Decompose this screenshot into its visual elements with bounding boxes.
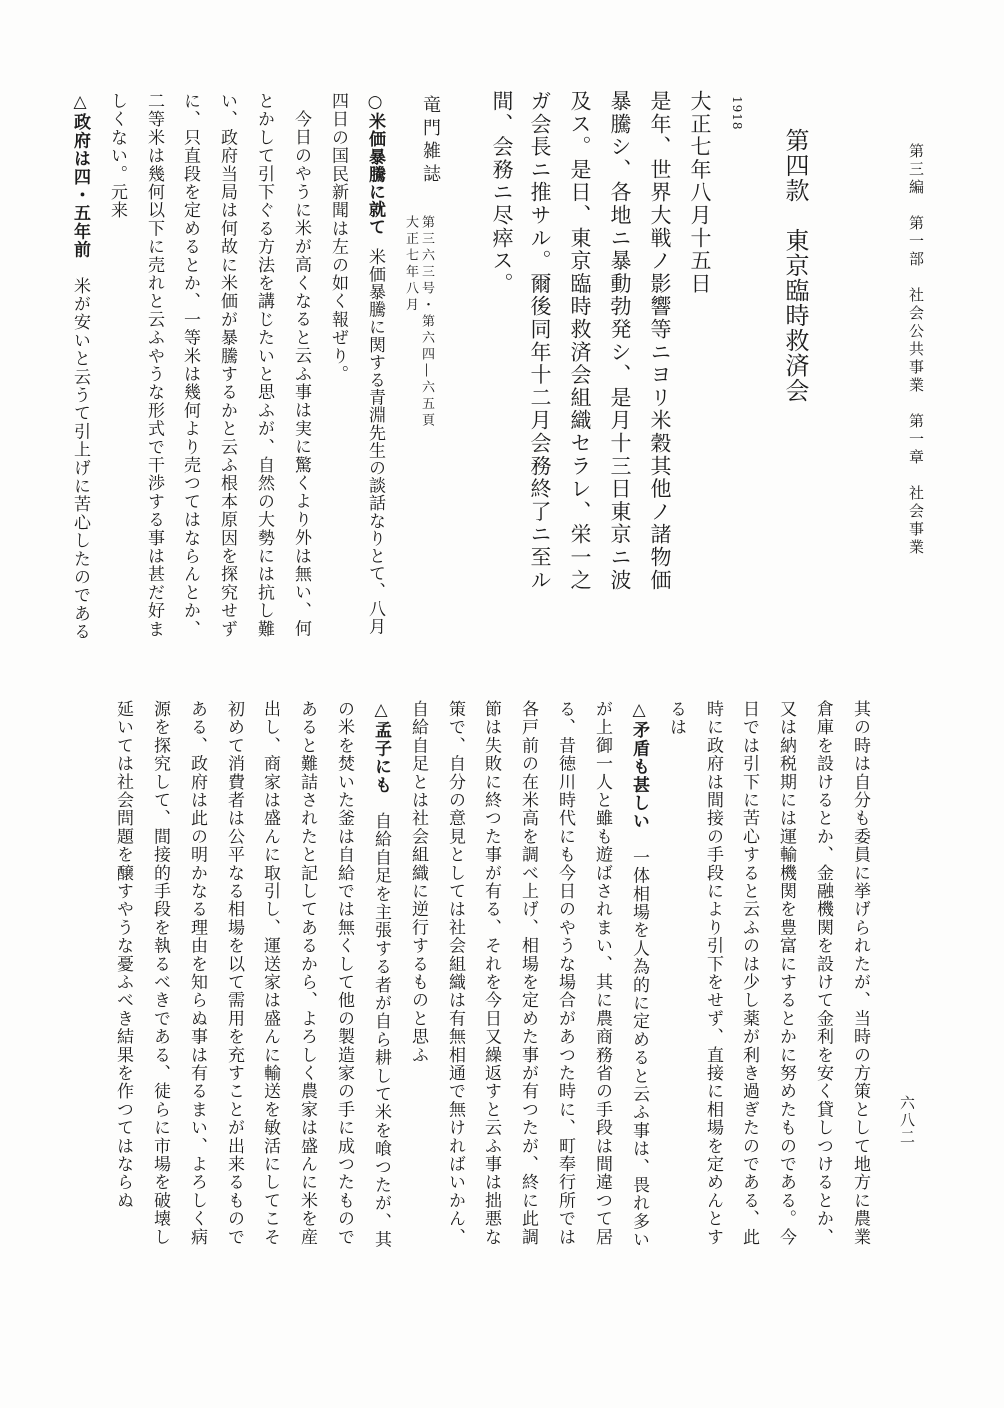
article-line: い、政府当局は何故に米価が暴騰するかと云ふ根本原因を探究せず xyxy=(217,92,237,638)
article-line: あると難詰されたと記してあるから、よろしく農家は盛んに米を産 xyxy=(297,700,317,1246)
entry-line: 是年、世界大戦ノ影響等ニヨリ米穀其他ノ諸物価 xyxy=(648,90,672,592)
western-year: 1918 xyxy=(730,96,744,131)
entry-date: 大正七年八月十五日 xyxy=(688,90,712,296)
source-date: 大正七年八月 xyxy=(403,215,418,314)
article-line: 今日のやうに米が高くなると云ふ事は実に驚くより外は無い、何 xyxy=(291,110,311,638)
section-heading: 第四款 東京臨時救済会 xyxy=(781,128,809,403)
entry-line: 暴騰シ、各地ニ暴動勃発シ、是月十三日東京ニ波 xyxy=(608,90,632,592)
subheading-lead: △矛盾も甚しい xyxy=(629,700,649,831)
article-line: の米を焚いた釜は自給では無くして他の製造家の手に成つたもので xyxy=(334,700,354,1246)
article-line: 時に政府は間接の手段により引下をせず、直接に相場を定めんとす xyxy=(703,700,723,1246)
subheading-lead: △政府は四・五年前 xyxy=(70,92,90,259)
article-line: しくない。元来 xyxy=(107,92,127,220)
entry-line: ガ会長ニ推サル。爾後同年十二月会務終了ニ至ル xyxy=(528,90,552,592)
source-title: 竜門雑誌 xyxy=(420,95,441,187)
article-line: 源を探究して、間接的手段を執るべきである、徒らに市場を破壊し xyxy=(150,700,170,1246)
article-line: 日では引下に苦心すると云ふのは少し薬が利き過ぎたのである、此 xyxy=(739,700,759,1246)
subheading-lead: ○米価暴騰に就て xyxy=(365,92,385,236)
article-line: 自給自足とは社会組織に逆行するものと思ふ xyxy=(408,700,428,1064)
article-line: 二等米は幾何以下に売れと云ふやうな形式で干渉する事は甚だ好ま xyxy=(144,92,164,638)
article-line: が上御一人と雖も遊ばされまい、其に農商務省の手段は間違つて居 xyxy=(592,700,612,1246)
article-line xyxy=(370,700,392,1249)
article-line: 延いては社会問題を醸すやうな憂ふべき結果を作つてはならぬ xyxy=(113,700,133,1210)
article-line: 又は納税期には運輸機関を豊富にするとかに努めたものである。今 xyxy=(776,700,796,1246)
page-number: 六八二 xyxy=(898,1095,916,1146)
article-line: 出し、商家は盛んに取引し、運送家は盛んに輸送を敏活にしてこそ xyxy=(260,700,280,1246)
article-line: 初めて消費者は公平なる相場を以て需用を充すことが出来るもので xyxy=(224,700,244,1246)
subheading-lead: △孟子にも xyxy=(371,700,391,794)
article-line: るは xyxy=(666,700,686,737)
article-line: 各戸前の在米高を調べ上げ、相場を定めた事が有つたが、終に此調 xyxy=(518,700,538,1246)
article-line xyxy=(364,92,386,635)
article-line-text: 米が安いと云うて引上げに苦心したのである xyxy=(70,276,90,641)
source-issue: 第三六三号・第六四―六五頁 xyxy=(419,215,434,430)
article-line: 策で、自分の意見としては社会組織は有無相通で無ければいかん、 xyxy=(445,700,465,1246)
entry-line: 間、会務ニ尽瘁ス。 xyxy=(490,90,514,296)
article-line xyxy=(628,700,650,1249)
running-head: 第三編 第一部 社会公共事業 第一章 社会事業 xyxy=(907,143,925,557)
entry-line: 及ス。是日、東京臨時救済会組織セラレ、栄一之 xyxy=(568,90,592,592)
article-line xyxy=(69,92,91,641)
article-line: ある、政府は此の明かなる理由を知らぬ事は有るまい、よろしく病 xyxy=(187,700,207,1246)
article-line: 節は失敗に終つた事が有る、それを今日又繰返すと云ふ事は拙悪な xyxy=(481,700,501,1246)
article-line: 四日の国民新聞は左の如く報ぜり。 xyxy=(328,92,348,384)
article-line: る、昔徳川時代にも今日のやうな場合があつた時に、町奉行所では xyxy=(555,700,575,1246)
article-line-text: 一体相場を人為的に定めると云ふ事は、畏れ多い xyxy=(629,848,649,1249)
article-line-text: 自給自足を主張する者が自ら耕して米を喰つたが、其 xyxy=(371,812,391,1249)
article-line: とかして引下ぐる方法を講じたいと思ふが、自然の大勢には抗し難 xyxy=(254,92,274,638)
article-line: 其の時は自分も委員に挙げられたが、当時の方策として地方に農業 xyxy=(850,700,870,1246)
article-line: 倉庫を設けるとか、金融機関を設けて金利を安く貸しつけるとか、 xyxy=(813,700,833,1246)
article-line: に、只直段を定めるとか、一等米は幾何より売つてはならんとか、 xyxy=(180,92,200,638)
article-line-text: 米価暴騰に関する青淵先生の談話なりとて、八月 xyxy=(365,247,385,636)
